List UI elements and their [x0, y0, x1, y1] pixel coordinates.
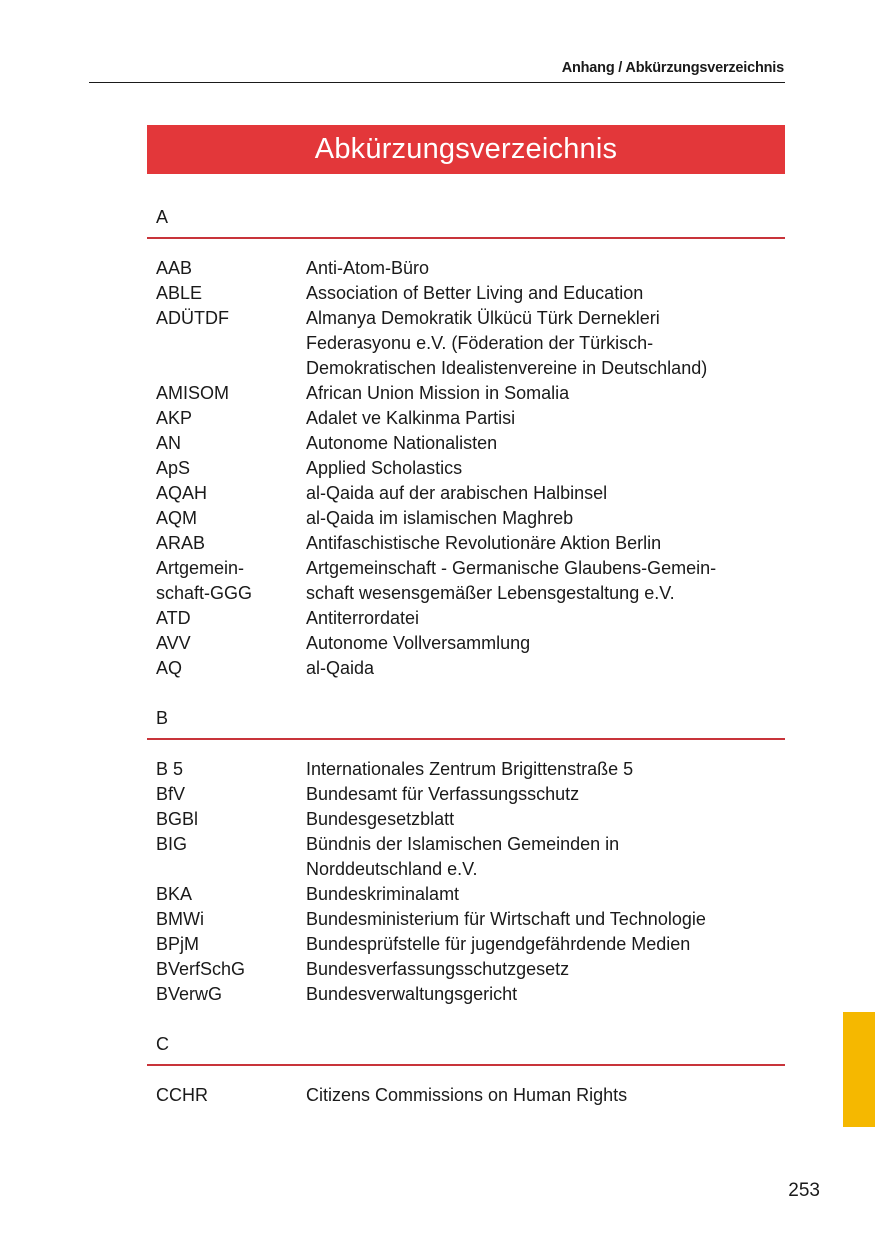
- definition: African Union Mission in Somalia: [306, 383, 570, 403]
- definition: Bündnis der Islamischen Gemeinden in Norddeutschland e.V.: [306, 834, 620, 879]
- section-rule: [147, 237, 785, 239]
- list-item: [147, 606, 785, 631]
- list-item: [147, 807, 785, 832]
- definition: Applied Scholastics: [306, 458, 463, 478]
- definition: Bundesministerium für Wirtschaft und Technologie: [306, 909, 706, 929]
- definition: Bundesamt für Verfassungsschutz: [306, 784, 580, 804]
- abbreviation: CCHR: [156, 1085, 208, 1105]
- abbreviation: AN: [156, 433, 182, 453]
- abbreviation: BPjM: [156, 934, 200, 954]
- definition: Bundesgesetzblatt: [306, 809, 455, 829]
- definition: Citizens Commissions on Human Rights: [306, 1085, 628, 1105]
- section-a: [147, 205, 785, 706]
- thumb-index-tab: [843, 1012, 875, 1127]
- abbreviation-list: [147, 205, 785, 1108]
- section-rule: [147, 738, 785, 740]
- list-item: [147, 1083, 785, 1108]
- abbreviation: AVV: [156, 633, 191, 653]
- list-item: [147, 381, 785, 406]
- abbreviation: BMWi: [156, 909, 204, 929]
- definition: Almanya Demokratik Ülkücü Türk Dernekleri Federasyonu e.V. (Föderation der Türkisch- Demokratischen Idealistenvereine in Deutschland): [306, 308, 708, 378]
- definition: Bundesverwaltungsgericht: [306, 984, 518, 1004]
- abbreviation: ARAB: [156, 533, 206, 553]
- list-item: [147, 431, 785, 456]
- abbreviation: AQAH: [156, 483, 208, 503]
- list-item: [147, 406, 785, 431]
- abbreviation: AAB: [156, 258, 193, 278]
- list-item: [147, 531, 785, 556]
- definition: Autonome Vollversammlung: [306, 633, 531, 653]
- abbreviation: ADÜTDF: [156, 308, 229, 328]
- list-item: [147, 782, 785, 807]
- abbreviation: ABLE: [156, 283, 203, 303]
- definition: al-Qaida im islamischen Maghreb: [306, 508, 574, 528]
- definition: Anti-Atom-Büro: [306, 258, 430, 278]
- list-item: [147, 832, 785, 882]
- abbreviation: AKP: [156, 408, 193, 428]
- definition: Autonome Nationalisten: [306, 433, 498, 453]
- definition: Antifaschistische Revolutionäre Aktion Berlin: [306, 533, 662, 553]
- running-head: Anhang / Abkürzungsverzeichnis: [561, 60, 784, 76]
- abbreviation: BGBl: [156, 809, 199, 829]
- section-b: [147, 706, 785, 1032]
- section-rule: [147, 1064, 785, 1066]
- abbreviation: BVerfSchG: [156, 959, 246, 979]
- abbreviation: AQM: [156, 508, 198, 528]
- abbreviation: AQ: [156, 658, 183, 678]
- list-item: [147, 932, 785, 957]
- list-item: [147, 757, 785, 782]
- abbreviation: Artgemein- schaft-GGG: [156, 558, 253, 603]
- list-item: [147, 656, 785, 681]
- abbreviation: BVerwG: [156, 984, 223, 1004]
- section-letter: B: [156, 708, 169, 728]
- definition: Internationales Zentrum Brigittenstraße 5: [306, 759, 634, 779]
- list-item: [147, 907, 785, 932]
- definition: al-Qaida: [306, 658, 375, 678]
- list-item: [147, 481, 785, 506]
- section-c: [147, 1032, 785, 1108]
- abbreviation: ATD: [156, 608, 191, 628]
- definition: Artgemeinschaft - Germanische Glaubens-Gemein- schaft wesensgemäßer Lebensgestaltung e.V.: [306, 558, 717, 603]
- abbreviation: BfV: [156, 784, 186, 804]
- page-title: Abkürzungsverzeichnis: [314, 133, 618, 165]
- list-item: [147, 456, 785, 481]
- definition: Bundesverfassungsschutzgesetz: [306, 959, 570, 979]
- definition: Association of Better Living and Education: [306, 283, 644, 303]
- definition: Adalet ve Kalkinma Partisi: [306, 408, 516, 428]
- abbreviation: B 5: [156, 759, 184, 779]
- list-item: [147, 256, 785, 281]
- list-item: [147, 631, 785, 656]
- section-letter: C: [156, 1034, 169, 1054]
- definition: Bundeskriminalamt: [306, 884, 460, 904]
- page-number: 253: [788, 1180, 820, 1201]
- abbreviation: ApS: [156, 458, 191, 478]
- list-item: [147, 306, 785, 381]
- abbreviation: BIG: [156, 834, 188, 854]
- definition: al-Qaida auf der arabischen Halbinsel: [306, 483, 608, 503]
- list-item: [147, 882, 785, 907]
- definition: Antiterrordatei: [306, 608, 420, 628]
- title-bar: [147, 125, 785, 174]
- list-item: [147, 556, 785, 606]
- list-item: [147, 506, 785, 531]
- list-item: [147, 982, 785, 1007]
- list-item: [147, 957, 785, 982]
- list-item: [147, 281, 785, 306]
- abbreviation: AMISOM: [156, 383, 230, 403]
- definition: Bundesprüfstelle für jugendgefährdende Medien: [306, 934, 691, 954]
- abbreviation: BKA: [156, 884, 193, 904]
- header-rule: [89, 82, 785, 83]
- section-letter: A: [156, 207, 169, 227]
